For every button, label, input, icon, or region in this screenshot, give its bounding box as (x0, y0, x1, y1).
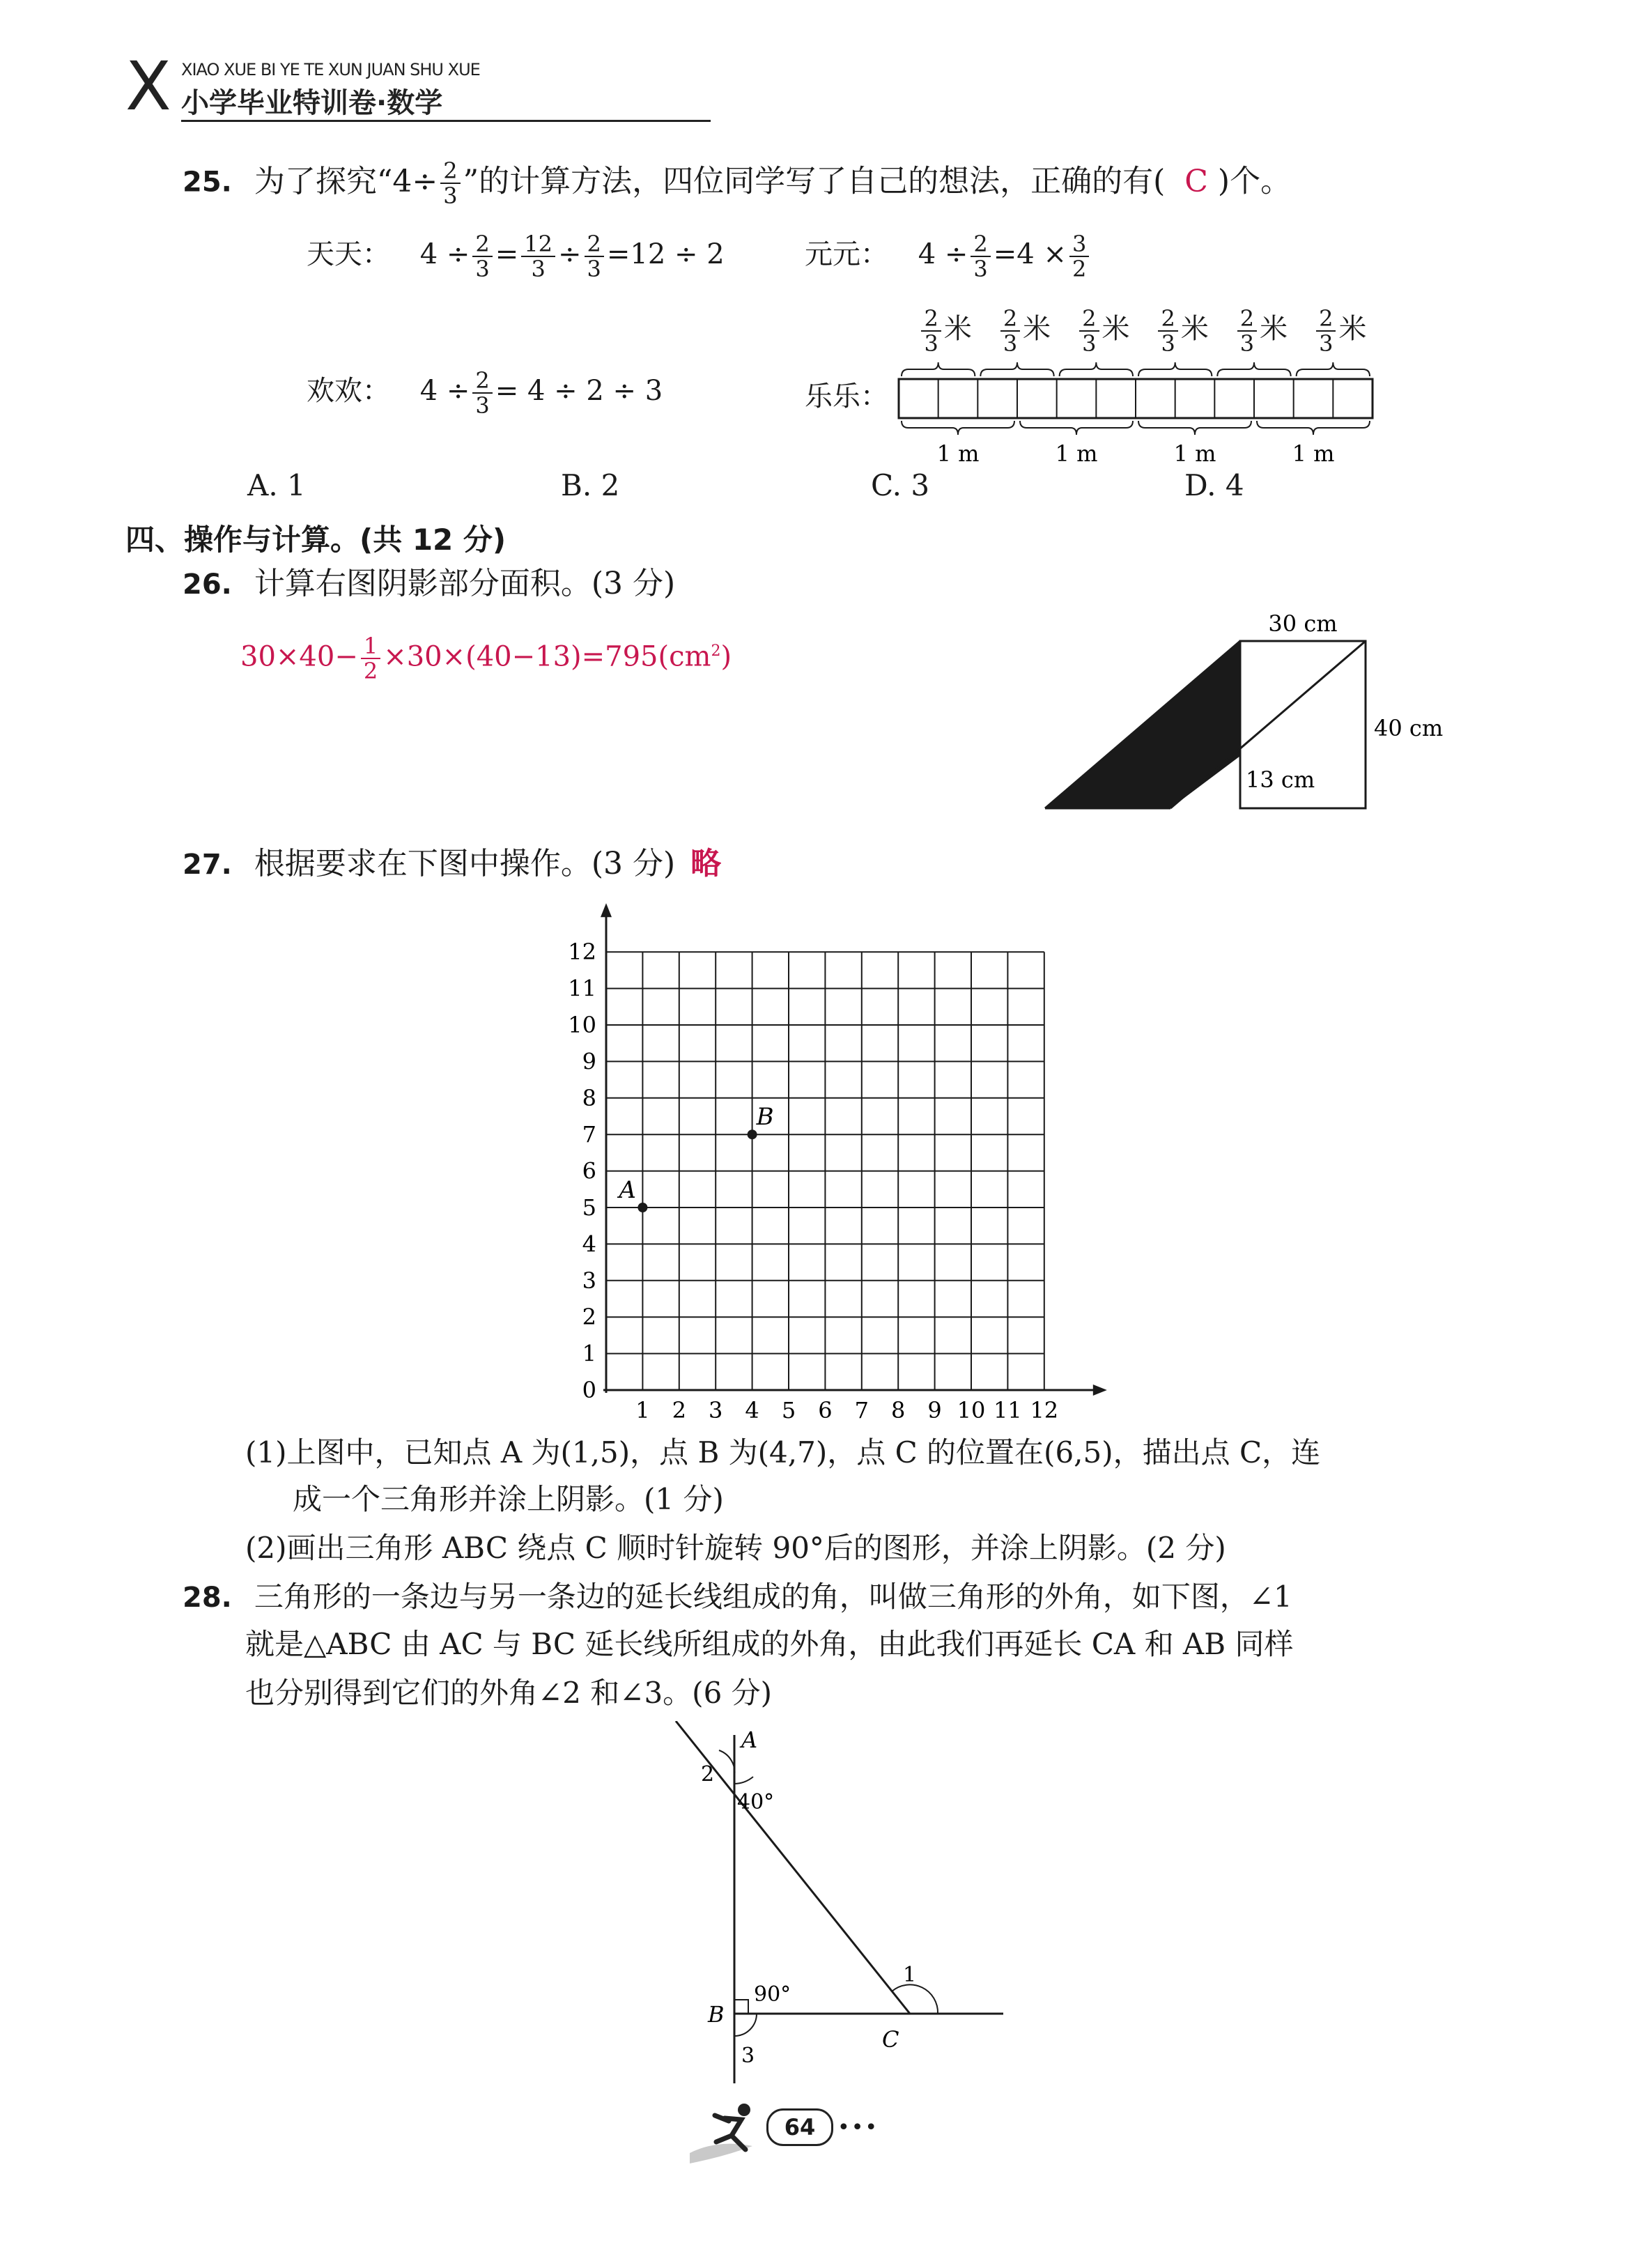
segment-label: $\frac{2}{3}$ 米 (1235, 307, 1288, 355)
q25-text-a: 为了探究“4÷ (254, 163, 438, 199)
x-tick-label: 6 (818, 1397, 833, 1424)
segment-label: $\frac{2}{3}$ 米 (1313, 307, 1366, 355)
y-tick-label: 1 (582, 1340, 596, 1367)
x-tick-label: 3 (709, 1397, 723, 1424)
ext-angle-3: 3 (741, 2044, 755, 2068)
y-tick-label: 3 (582, 1267, 596, 1294)
tiantian-name: 天天： (307, 238, 390, 270)
lele-name: 乐乐： (805, 380, 888, 412)
q25-text-c: )个。 (1217, 163, 1292, 199)
x-axis-arrow (1093, 1384, 1107, 1396)
x-tick-label: 8 (891, 1397, 906, 1424)
angle-a-label: 40° (737, 1790, 775, 1814)
angle-b-label: 90° (754, 1982, 791, 2007)
x-tick-label: 2 (672, 1397, 686, 1424)
meter-brace (1138, 421, 1251, 435)
q28-line3: 也分别得到它们的外角∠2 和∠3。(6 分) (245, 1676, 773, 1710)
segment-brace (1138, 362, 1212, 376)
x-tick-label: 12 (1030, 1397, 1059, 1424)
x-tick-label: 5 (781, 1397, 796, 1424)
segment-label: $\frac{2}{3}$ 米 (1076, 307, 1129, 355)
q25-option-d: D. 4 (1184, 468, 1244, 502)
q27-number: 27. (183, 849, 232, 881)
page-number: 64 (766, 2108, 833, 2146)
right-angle-mark (734, 2000, 748, 2014)
lele-segment-labels (906, 307, 1379, 362)
q28-number: 28. (183, 1582, 232, 1614)
point-label-b: B (756, 1103, 774, 1132)
vertex-c: C (882, 2026, 899, 2053)
header-pinyin: XIAO XUE BI YE TE XUN JUAN SHU XUE (181, 60, 480, 79)
y-axis-arrow (601, 903, 612, 917)
header-rule (181, 120, 711, 122)
q27-answer: 略 (690, 846, 722, 881)
meter-label: 1 m (1173, 440, 1216, 467)
point-label-a: A (619, 1176, 636, 1204)
y-tick-label: 6 (582, 1157, 596, 1185)
q27-sub1-line1: (1)上图中，已知点 A 为(1,5)，点 B 为(4,7)，点 C 的位置在(6,5)，描出点 C，连 (245, 1435, 1321, 1469)
vertex-a: A (741, 1727, 758, 1753)
x-tick-label: 10 (957, 1397, 986, 1424)
q28-line1: 三角形的一条边与另一条边的延长线组成的角，叫做三角形的外角，如下图，∠1 (254, 1580, 1292, 1614)
meter-label: 1 m (936, 440, 980, 467)
y-tick-label: 12 (568, 939, 596, 966)
question-28 (183, 1576, 1292, 1619)
segment-brace (1217, 362, 1290, 376)
q25-tiantian: 天天： 4 ÷ $\frac{2}{3}$ = $\frac{12}{3}$ ÷ $\frac{2}{3}$ =12 ÷ 2 (307, 231, 725, 282)
q26-text: 计算右图阴影部分面积。(3 分) (254, 566, 676, 601)
footer-dots: ••• (837, 2115, 879, 2140)
segment-brace (980, 362, 1053, 376)
angle-3-arc (734, 2014, 757, 2036)
q27-sub2: (2)画出三角形 ABC 绕点 C 顺时针旋转 90°后的图形，并涂上阴影。(2 分) (245, 1531, 1226, 1565)
q26-figure (1031, 599, 1463, 822)
y-tick-label: 10 (568, 1012, 596, 1038)
x-tick-label: 9 (927, 1397, 942, 1424)
origin-label: 0 (582, 1377, 596, 1403)
q26-answer: 30×40− $\frac{1}{2}$ $\times 30\times(40-13)=795(cm^2)$ (240, 633, 732, 685)
yuanyuan-name: 元元： (805, 238, 888, 270)
meter-brace (1257, 421, 1370, 435)
point-a (637, 1203, 647, 1212)
x-tick-label: 1 (635, 1397, 650, 1424)
label-40cm: 40 cm (1374, 715, 1444, 741)
q25-huanhuan: 欢欢： 4 ÷ $\frac{2}{3}$ = 4 ÷ 2 ÷ 3 (307, 367, 663, 419)
label-30cm: 30 cm (1268, 610, 1338, 637)
q25-fraction: $\frac{2}{3}$ (440, 159, 460, 208)
q28-line2: 就是△ABC 由 AC 与 BC 延长线所组成的外角，由此我们再延长 CA 和 AB 同样 (245, 1627, 1294, 1661)
q26-number: 26. (183, 569, 232, 601)
meter-brace (902, 421, 1014, 435)
segment-brace (902, 362, 975, 376)
y-tick-label: 9 (582, 1048, 596, 1075)
ext-angle-2: 2 (701, 1762, 715, 1787)
q25-option-a: A. 1 (247, 468, 306, 502)
header-title: 小学毕业特训卷·数学 (181, 87, 443, 119)
question-26 (183, 563, 675, 605)
q25-option-c: C. 3 (871, 468, 930, 502)
lele-bar-diagram (892, 355, 1393, 467)
q25-yuanyuan: 元元： 4 ÷ $\frac{2}{3}$ =4 × $\frac{3}{2}$ (805, 231, 1092, 281)
ext-angle-1: 1 (903, 1963, 917, 1987)
q27-text: 根据要求在下图中操作。(3 分) (254, 846, 676, 881)
section-4-title: 四、操作与计算。(共 12 分) (125, 523, 507, 557)
segment-label: $\frac{2}{3}$ 米 (918, 307, 971, 355)
q27-sub1-line2: 成一个三角形并涂上阴影。(1 分) (293, 1482, 724, 1516)
vertex-b: B (708, 2001, 725, 2028)
segment-label: $\frac{2}{3}$ 米 (1155, 307, 1208, 355)
q25-answer: C (1184, 163, 1208, 199)
q25-option-b: B. 2 (561, 468, 620, 502)
q25-text-b: ”的计算方法，四位同学写了自己的想法，正确的有( (463, 163, 1166, 199)
angle-a-arc (734, 1777, 753, 1784)
y-tick-label: 11 (568, 975, 596, 1002)
segment-brace (1297, 362, 1370, 376)
page-header (125, 47, 585, 125)
question-27 (183, 843, 721, 886)
coordinate-grid (550, 892, 1129, 1435)
huanhuan-name: 欢欢： (307, 375, 390, 407)
y-tick-label: 7 (582, 1121, 596, 1148)
footer-runner-icon (683, 2097, 766, 2167)
x-tick-label: 7 (854, 1397, 869, 1424)
triangle-figure (655, 1721, 1017, 2097)
meter-label: 1 m (1292, 440, 1335, 467)
x-tick-label: 4 (745, 1397, 759, 1424)
x-tick-label: 11 (994, 1397, 1022, 1424)
y-tick-label: 4 (582, 1231, 596, 1258)
angle-2-arc (719, 1750, 735, 1777)
segment-brace (1060, 362, 1133, 376)
header-logo-letter: X (125, 47, 171, 125)
y-tick-label: 8 (582, 1084, 596, 1111)
question-25 (183, 159, 1291, 208)
meter-brace (1020, 421, 1133, 435)
meter-label: 1 m (1055, 440, 1098, 467)
label-13cm: 13 cm (1246, 766, 1315, 793)
y-tick-label: 2 (582, 1304, 596, 1331)
y-tick-label: 5 (582, 1194, 596, 1221)
segment-label: $\frac{2}{3}$ 米 (998, 307, 1051, 355)
point-b (748, 1129, 757, 1139)
q25-number: 25. (183, 166, 232, 199)
